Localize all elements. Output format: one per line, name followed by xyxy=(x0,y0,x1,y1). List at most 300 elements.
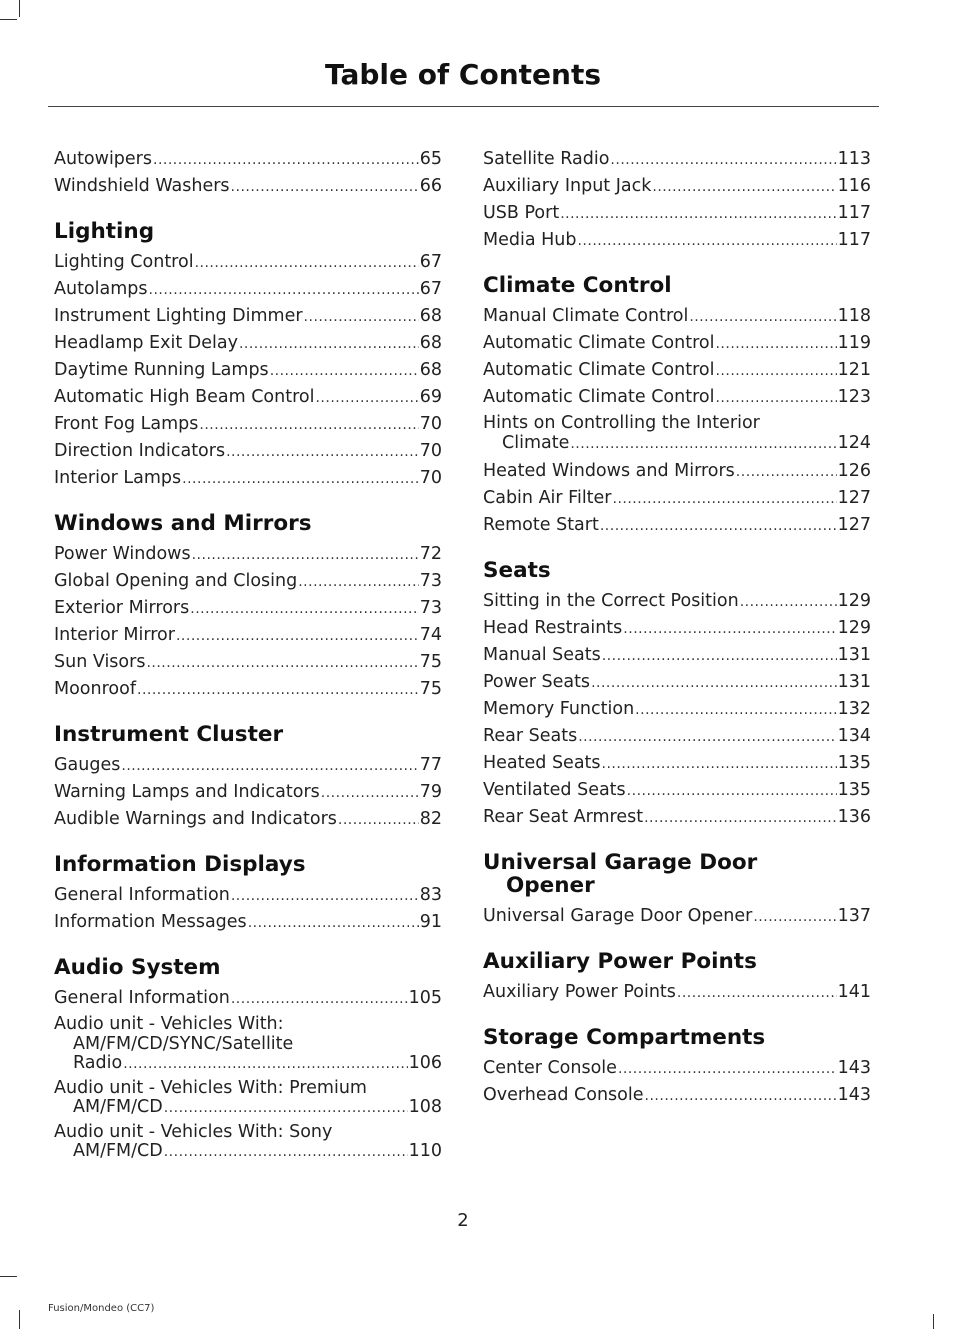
crop-mark-top-left-horizontal xyxy=(0,19,17,20)
page-number: 2 xyxy=(457,1210,469,1231)
toc-entry-label: Daytime Running Lamps xyxy=(54,360,269,380)
toc-entry-page: 113 xyxy=(837,149,871,169)
toc-section xyxy=(54,720,442,833)
section-heading-text: Opener xyxy=(506,873,595,898)
toc-entry-label: General Information xyxy=(54,988,230,1008)
toc-entry[interactable] xyxy=(483,227,871,254)
toc-entry[interactable] xyxy=(483,979,871,1006)
toc-entry[interactable] xyxy=(54,622,442,649)
toc-entry[interactable] xyxy=(483,642,871,669)
dot-leader xyxy=(602,643,837,669)
section-heading xyxy=(54,953,442,979)
toc-entry[interactable] xyxy=(483,723,871,750)
page-title: Table of Contents xyxy=(324,58,601,91)
toc-entry-page: 70 xyxy=(419,468,442,488)
toc-entry-label: Lighting Control xyxy=(54,252,194,272)
section-heading xyxy=(483,271,871,297)
dot-leader xyxy=(121,753,418,779)
toc-entry-row xyxy=(483,1055,871,1082)
toc-entry-page: 69 xyxy=(419,387,442,407)
dot-leader xyxy=(645,1083,837,1109)
toc-entry-page: 68 xyxy=(419,360,442,380)
toc-entry-page: 75 xyxy=(419,679,442,699)
toc-entry-page: 67 xyxy=(419,252,442,272)
toc-entry-page: 119 xyxy=(837,333,871,353)
toc-entry-page: 68 xyxy=(419,333,442,353)
toc-entry-label: Auxiliary Power Points xyxy=(483,982,676,1002)
toc-entry[interactable] xyxy=(54,438,442,465)
toc-entry-label: Automatic High Beam Control xyxy=(54,387,315,407)
section-heading-text: Information Displays xyxy=(54,852,306,877)
section-heading xyxy=(483,947,871,973)
toc-entry-row xyxy=(483,330,871,357)
toc-entry-row xyxy=(483,979,871,1006)
toc-entry[interactable] xyxy=(54,1015,442,1075)
toc-entry-row xyxy=(483,1082,871,1109)
toc-entry-page: 134 xyxy=(837,726,871,746)
toc-entry-label: Climate xyxy=(502,432,570,453)
toc-entry-row xyxy=(483,750,871,777)
toc-entry-label: Front Fog Lamps xyxy=(54,414,199,434)
section-heading-text: Seats xyxy=(483,558,551,583)
dot-leader xyxy=(715,331,836,357)
toc-section xyxy=(54,850,442,936)
crop-mark-bottom-left-horizontal xyxy=(0,1276,17,1277)
toc-entry-row xyxy=(483,777,871,804)
toc-entry-page: 136 xyxy=(837,807,871,827)
toc-entry-label: Remote Start xyxy=(483,515,599,535)
toc-entry[interactable] xyxy=(54,384,442,411)
toc-entry-page: 72 xyxy=(419,544,442,564)
dot-leader xyxy=(270,358,419,384)
toc-entry-row xyxy=(54,568,442,595)
toc-entry-row xyxy=(54,384,442,411)
toc-section xyxy=(54,146,442,200)
toc-entry-row xyxy=(54,752,442,779)
dot-leader xyxy=(164,1099,408,1119)
dot-leader xyxy=(315,385,418,411)
section-heading-text: Lighting xyxy=(54,219,155,244)
toc-entry-label: Direction Indicators xyxy=(54,441,226,461)
toc-section xyxy=(54,217,442,492)
toc-entry-page: 67 xyxy=(419,279,442,299)
toc-entry-row xyxy=(54,438,442,465)
toc-entry[interactable] xyxy=(483,750,871,777)
toc-entry-row xyxy=(483,200,871,227)
toc-entry[interactable] xyxy=(483,777,871,804)
toc-entry-label: Universal Garage Door Opener xyxy=(483,906,753,926)
crop-mark-top-left-vertical xyxy=(19,0,20,17)
toc-entry-row xyxy=(54,806,442,833)
dot-leader xyxy=(602,751,837,777)
section-heading-text: Universal Garage Door xyxy=(483,850,758,875)
toc-entry-page: 110 xyxy=(408,1141,442,1161)
toc-section xyxy=(483,947,871,1006)
toc-entry-row xyxy=(483,642,871,669)
toc-entry-line: Audio unit - Vehicles With: xyxy=(54,1014,284,1034)
toc-entry-line: Hints on Controlling the Interior xyxy=(483,413,760,433)
toc-entry-label: Memory Function xyxy=(483,699,635,719)
section-heading xyxy=(54,217,442,243)
toc-entry-line: AM/FM/CD/SYNC/Satellite xyxy=(73,1033,294,1054)
toc-entry-row xyxy=(54,146,442,173)
toc-entry-page: 132 xyxy=(837,699,871,719)
dot-leader xyxy=(248,910,419,936)
toc-entry-label: Cabin Air Filter xyxy=(483,488,612,508)
toc-entry-label: Auxiliary Input Jack xyxy=(483,176,652,196)
toc-entry-page: 143 xyxy=(837,1085,871,1105)
toc-entry-row xyxy=(54,1142,442,1163)
toc-entry-row xyxy=(54,882,442,909)
toc-entry-label: Autowipers xyxy=(54,149,152,169)
toc-entry-row xyxy=(54,276,442,303)
toc-entry[interactable] xyxy=(54,276,442,303)
toc-entry-row xyxy=(54,357,442,384)
toc-entry-page: 141 xyxy=(837,982,871,1002)
toc-entry-label: Autolamps xyxy=(54,279,148,299)
toc-entry[interactable] xyxy=(483,414,871,454)
toc-entry[interactable] xyxy=(54,357,442,384)
toc-entry-label: Audible Warnings and Indicators xyxy=(54,809,337,829)
dot-leader xyxy=(239,331,419,357)
toc-entry[interactable] xyxy=(54,465,442,492)
toc-entry-row xyxy=(483,723,871,750)
section-heading-text: Auxiliary Power Points xyxy=(483,949,757,974)
toc-entry-row xyxy=(54,622,442,649)
dot-leader xyxy=(190,596,418,622)
toc-entry-page: 77 xyxy=(419,755,442,775)
toc-entry[interactable] xyxy=(483,512,871,539)
toc-entry[interactable] xyxy=(54,676,442,703)
toc-left-column xyxy=(54,146,442,1180)
toc-entry-page: 108 xyxy=(408,1097,442,1117)
toc-entry-page: 116 xyxy=(837,176,871,196)
toc-entry-label: Ventilated Seats xyxy=(483,780,626,800)
toc-entry-label: Heated Windows and Mirrors xyxy=(483,461,735,481)
dot-leader xyxy=(610,147,836,173)
dot-leader xyxy=(652,174,836,200)
toc-entry-page: 106 xyxy=(408,1053,442,1073)
dot-leader xyxy=(231,883,419,909)
dot-leader xyxy=(618,1056,837,1082)
dot-leader xyxy=(578,724,836,750)
dot-leader xyxy=(740,589,837,615)
dot-leader xyxy=(689,304,836,330)
toc-entry[interactable] xyxy=(483,173,871,200)
dot-leader xyxy=(591,670,837,696)
toc-entry-page: 82 xyxy=(419,809,442,829)
toc-entry[interactable] xyxy=(54,568,442,595)
dot-leader xyxy=(338,807,419,833)
toc-entry-row xyxy=(483,173,871,200)
dot-leader xyxy=(613,486,837,512)
toc-section xyxy=(483,146,871,254)
toc-entry-row xyxy=(54,595,442,622)
toc-entry-label: Power Windows xyxy=(54,544,191,564)
toc-entry-page: 74 xyxy=(419,625,442,645)
dot-leader xyxy=(231,174,419,200)
toc-entry-row xyxy=(54,649,442,676)
toc-entry-label: Overhead Console xyxy=(483,1085,644,1105)
dot-leader xyxy=(635,697,836,723)
toc-entry-row xyxy=(483,434,871,455)
toc-entry-label: Media Hub xyxy=(483,230,577,250)
toc-entry-row xyxy=(54,411,442,438)
crop-mark-bottom-left-vertical xyxy=(19,1310,20,1329)
dot-leader xyxy=(192,542,419,568)
toc-entry-page: 83 xyxy=(419,885,442,905)
toc-entry-page: 70 xyxy=(419,441,442,461)
title-divider xyxy=(48,106,879,107)
toc-entry-page: 117 xyxy=(837,230,871,250)
section-heading xyxy=(483,1023,871,1049)
dot-leader xyxy=(137,677,419,703)
toc-entry[interactable] xyxy=(483,485,871,512)
toc-entry-line: Audio unit - Vehicles With: Premium xyxy=(54,1077,367,1098)
toc-entry[interactable] xyxy=(54,882,442,909)
section-heading-text: Climate Control xyxy=(483,273,672,298)
toc-entry[interactable] xyxy=(483,804,871,831)
toc-entry-label: General Information xyxy=(54,885,230,905)
toc-entry-row xyxy=(54,779,442,806)
toc-entry[interactable] xyxy=(483,1055,871,1082)
dot-leader xyxy=(715,358,836,384)
toc-entry-page: 68 xyxy=(419,306,442,326)
footer-model-label: Fusion/Mondeo (CC7) xyxy=(48,1303,155,1314)
toc-entry[interactable] xyxy=(54,146,442,173)
toc-right-column xyxy=(483,146,871,1126)
toc-entry[interactable] xyxy=(483,903,871,930)
toc-entry-page: 121 xyxy=(837,360,871,380)
dot-leader xyxy=(176,623,419,649)
crop-mark-bottom-right-vertical xyxy=(933,1314,934,1329)
toc-entry-row xyxy=(483,384,871,411)
dot-leader xyxy=(123,1055,407,1075)
dot-leader xyxy=(146,650,418,676)
toc-entry-row xyxy=(483,512,871,539)
section-heading-text: Audio System xyxy=(54,955,221,980)
dot-leader xyxy=(577,228,836,254)
toc-entry-label: Automatic Climate Control xyxy=(483,333,715,353)
toc-entry-page: 143 xyxy=(837,1058,871,1078)
toc-entry[interactable] xyxy=(54,249,442,276)
toc-entry-page: 91 xyxy=(419,912,442,932)
toc-entry-page: 75 xyxy=(419,652,442,672)
section-heading xyxy=(54,720,442,746)
toc-entry[interactable] xyxy=(483,384,871,411)
toc-entry-page: 135 xyxy=(837,753,871,773)
toc-entry-label: AM/FM/CD xyxy=(73,1097,163,1117)
toc-entry[interactable] xyxy=(54,595,442,622)
dot-leader xyxy=(153,147,419,173)
dot-leader xyxy=(600,513,837,539)
dot-leader xyxy=(623,616,836,642)
toc-section xyxy=(483,271,871,539)
toc-entry-label: USB Port xyxy=(483,203,560,223)
toc-entry-row xyxy=(483,146,871,173)
dot-leader xyxy=(715,385,836,411)
toc-entry[interactable] xyxy=(54,779,442,806)
dot-leader xyxy=(226,439,419,465)
toc-entry-label: Moonroof xyxy=(54,679,136,699)
toc-entry[interactable] xyxy=(54,303,442,330)
toc-entry-row xyxy=(483,227,871,254)
toc-entry-label: Heated Seats xyxy=(483,753,601,773)
toc-entry-line: Audio unit - Vehicles With: Sony xyxy=(54,1121,333,1142)
toc-entry-label: Satellite Radio xyxy=(483,149,610,169)
toc-entry[interactable] xyxy=(54,806,442,833)
toc-entry-page: 127 xyxy=(837,488,871,508)
toc-entry-row xyxy=(54,676,442,703)
dot-leader xyxy=(164,1143,408,1163)
toc-entry-row xyxy=(483,669,871,696)
toc-entry-label: Automatic Climate Control xyxy=(483,387,715,407)
section-heading-text: Instrument Cluster xyxy=(54,722,284,747)
toc-entry-page: 129 xyxy=(837,618,871,638)
section-heading xyxy=(54,850,442,876)
toc-section xyxy=(483,848,871,930)
dot-leader xyxy=(199,412,418,438)
toc-entry-page: 65 xyxy=(419,149,442,169)
toc-entry-row xyxy=(483,804,871,831)
toc-entry-label: Head Restraints xyxy=(483,618,623,638)
toc-entry-label: Sitting in the Correct Position xyxy=(483,591,739,611)
toc-entry-row xyxy=(54,985,442,1012)
toc-entry-row xyxy=(54,1098,442,1119)
toc-section xyxy=(483,1023,871,1109)
toc-entry-label: Interior Lamps xyxy=(54,468,182,488)
dot-leader xyxy=(560,201,836,227)
toc-entry-row xyxy=(483,588,871,615)
toc-entry-page: 131 xyxy=(837,672,871,692)
toc-entry-label: Radio xyxy=(73,1053,123,1073)
toc-entry[interactable] xyxy=(483,588,871,615)
toc-entry-row xyxy=(483,357,871,384)
toc-entry-label: Headlamp Exit Delay xyxy=(54,333,238,353)
toc-entry-page: 124 xyxy=(837,432,871,453)
toc-entry[interactable] xyxy=(483,458,871,485)
toc-entry-label: Warning Lamps and Indicators xyxy=(54,782,320,802)
dot-leader xyxy=(753,904,836,930)
section-heading-text: Storage Compartments xyxy=(483,1025,766,1050)
dot-leader xyxy=(677,980,837,1006)
toc-entry[interactable] xyxy=(483,357,871,384)
toc-entry-page: 79 xyxy=(419,782,442,802)
toc-entry-row xyxy=(54,909,442,936)
dot-leader xyxy=(736,459,837,485)
toc-entry-label: Manual Seats xyxy=(483,645,601,665)
dot-leader xyxy=(644,805,836,831)
toc-section xyxy=(54,509,442,703)
dot-leader xyxy=(627,778,837,804)
toc-entry-row xyxy=(483,303,871,330)
toc-entry-page: 73 xyxy=(419,598,442,618)
section-heading-text: Windows and Mirrors xyxy=(54,511,312,536)
toc-entry-row xyxy=(483,903,871,930)
toc-entry-label: Exterior Mirrors xyxy=(54,598,190,618)
toc-entry[interactable] xyxy=(483,146,871,173)
toc-entry-page: 129 xyxy=(837,591,871,611)
dot-leader xyxy=(298,569,419,595)
toc-entry-page: 117 xyxy=(837,203,871,223)
toc-section xyxy=(54,953,442,1163)
toc-entry-label: Sun Visors xyxy=(54,652,146,672)
toc-entry-page: 123 xyxy=(837,387,871,407)
toc-entry-page: 70 xyxy=(419,414,442,434)
dot-leader xyxy=(231,986,408,1012)
toc-entry-page: 127 xyxy=(837,515,871,535)
toc-entry[interactable] xyxy=(54,330,442,357)
toc-entry[interactable] xyxy=(54,1123,442,1163)
toc-entry-row xyxy=(54,1054,442,1075)
toc-entry-label: Information Messages xyxy=(54,912,247,932)
toc-entry[interactable] xyxy=(483,330,871,357)
toc-entry-label: Automatic Climate Control xyxy=(483,360,715,380)
toc-entry-label: Gauges xyxy=(54,755,121,775)
toc-entry[interactable] xyxy=(54,1079,442,1119)
toc-entry-row xyxy=(54,330,442,357)
toc-entry-label: Center Console xyxy=(483,1058,617,1078)
toc-entry[interactable] xyxy=(54,173,442,200)
toc-entry-label: Manual Climate Control xyxy=(483,306,689,326)
toc-entry-page: 137 xyxy=(837,906,871,926)
toc-entry-row xyxy=(483,458,871,485)
toc-entry[interactable] xyxy=(54,752,442,779)
toc-entry-page: 118 xyxy=(837,306,871,326)
toc-entry[interactable] xyxy=(54,985,442,1012)
toc-entry-page: 135 xyxy=(837,780,871,800)
toc-entry-label: Global Opening and Closing xyxy=(54,571,298,591)
toc-entry-page: 66 xyxy=(419,176,442,196)
toc-entry[interactable] xyxy=(483,1082,871,1109)
toc-entry-label: Windshield Washers xyxy=(54,176,230,196)
toc-entry-row xyxy=(54,173,442,200)
section-heading xyxy=(54,509,442,535)
dot-leader xyxy=(182,466,419,492)
toc-section xyxy=(483,556,871,831)
toc-entry-label: Instrument Lighting Dimmer xyxy=(54,306,303,326)
toc-entry-row xyxy=(483,696,871,723)
toc-entry[interactable] xyxy=(54,541,442,568)
toc-entry-label: AM/FM/CD xyxy=(73,1141,163,1161)
toc-entry-label: Power Seats xyxy=(483,672,591,692)
toc-entry-page: 126 xyxy=(837,461,871,481)
toc-entry-row xyxy=(483,615,871,642)
dot-leader xyxy=(570,435,836,455)
toc-entry[interactable] xyxy=(483,669,871,696)
section-heading xyxy=(483,848,871,897)
toc-entry-label: Interior Mirror xyxy=(54,625,175,645)
toc-entry[interactable] xyxy=(54,411,442,438)
toc-entry-row xyxy=(54,541,442,568)
toc-entry-label: Rear Seats xyxy=(483,726,578,746)
toc-entry[interactable] xyxy=(54,909,442,936)
toc-entry-row xyxy=(54,465,442,492)
toc-entry-page: 73 xyxy=(419,571,442,591)
toc-entry[interactable] xyxy=(483,303,871,330)
dot-leader xyxy=(321,780,419,806)
toc-entry-row xyxy=(483,485,871,512)
dot-leader xyxy=(195,250,419,276)
toc-entry[interactable] xyxy=(54,649,442,676)
toc-entry[interactable] xyxy=(483,615,871,642)
toc-entry[interactable] xyxy=(483,200,871,227)
section-heading xyxy=(483,556,871,582)
toc-entry-page: 131 xyxy=(837,645,871,665)
toc-entry-label: Rear Seat Armrest xyxy=(483,807,644,827)
toc-entry[interactable] xyxy=(483,696,871,723)
toc-entry-page: 105 xyxy=(408,988,442,1008)
